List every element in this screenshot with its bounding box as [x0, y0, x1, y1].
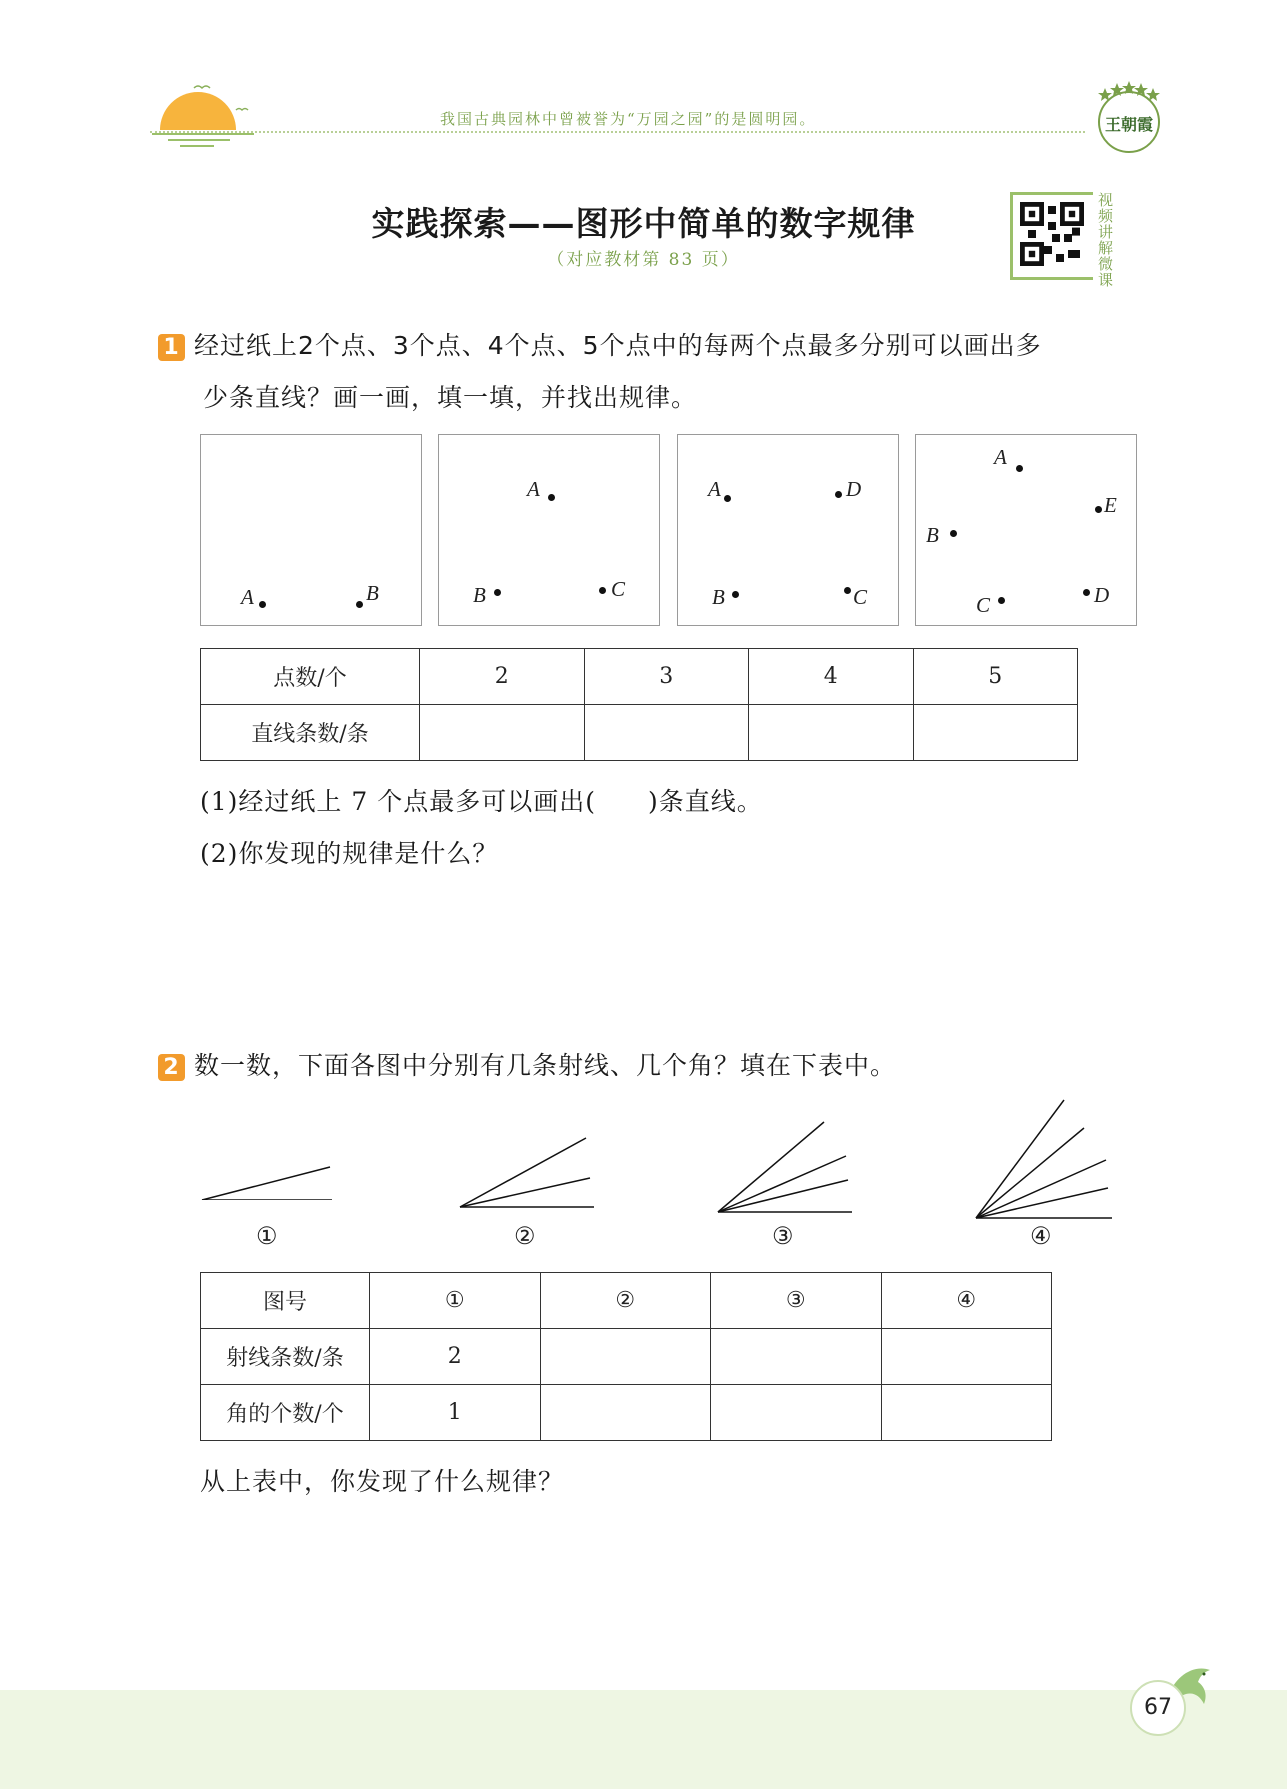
table-cell: ① — [370, 1273, 541, 1329]
table-cell: 2 — [370, 1329, 541, 1385]
table-cell: ④ — [881, 1273, 1052, 1329]
question-2-number: 2 — [158, 1054, 185, 1081]
question-2 — [158, 1040, 1168, 1092]
point-box-2[interactable] — [438, 434, 660, 626]
answer-cell[interactable] — [913, 705, 1078, 761]
point-d — [1083, 589, 1090, 596]
point-b — [950, 530, 957, 537]
table-cell: 2 — [420, 649, 585, 705]
point-box-4[interactable] — [915, 434, 1137, 626]
point-c — [599, 587, 606, 594]
answer-cell[interactable] — [711, 1329, 882, 1385]
table-cell: 5 — [913, 649, 1078, 705]
question-1 — [158, 320, 1168, 424]
page-title: 实践探索——图形中简单的数字规律 — [371, 204, 916, 243]
question-2-followup: 从上表中，你发现了什么规律？ — [200, 1467, 565, 1496]
table-header-cell: 图号 — [201, 1273, 370, 1329]
header-rule — [150, 131, 1085, 133]
point-d — [835, 491, 842, 498]
point-a — [259, 601, 266, 608]
point-label-b: B — [712, 585, 725, 609]
ray-figure-1 — [198, 1100, 338, 1200]
answer-cell[interactable] — [584, 705, 749, 761]
points-lines-table — [200, 648, 1078, 761]
question-1-text-1: 经过纸上2个点、3个点、4个点、5个点中的每两个点最多分别可以画出多 — [193, 331, 1042, 360]
ray-figure-2 — [456, 1130, 596, 1210]
brand-logo — [1090, 78, 1168, 156]
point-b — [732, 591, 739, 598]
table-cell: 1 — [370, 1385, 541, 1441]
point-b — [356, 601, 363, 608]
answer-cell[interactable] — [540, 1329, 711, 1385]
answer-cell[interactable] — [540, 1385, 711, 1441]
figure-label-4: ④ — [1030, 1222, 1052, 1250]
footer-band — [0, 1690, 1287, 1789]
point-label-b: B — [473, 583, 486, 607]
page-number: 67 — [1130, 1680, 1186, 1736]
page-subtitle: （对应教材第 83 页） — [547, 250, 740, 270]
table-header-cell: 直线条数/条 — [201, 705, 420, 761]
point-label-d: D — [1094, 583, 1110, 607]
point-label-a: A — [241, 585, 254, 609]
question-1-line1 — [158, 320, 1168, 372]
question-1-line2: 少条直线？画一画，填一填，并找出规律。 — [203, 383, 698, 412]
table-cell: 3 — [584, 649, 749, 705]
point-label-a: A — [708, 477, 721, 501]
table-cell: ③ — [711, 1273, 882, 1329]
table-header-cell: 射线条数/条 — [201, 1329, 370, 1385]
table-cell: 4 — [749, 649, 914, 705]
qr-side-label: 视频讲解微课 — [1098, 191, 1114, 289]
point-label-d: D — [846, 477, 862, 501]
sunset-icon — [150, 80, 260, 152]
answer-cell[interactable] — [420, 705, 585, 761]
question-1-sub-2: (2)你发现的规律是什么？ — [200, 839, 499, 868]
point-a — [548, 494, 555, 501]
header-tip: 我国古典园林中曾被誉为“万园之园”的是圆明园。 — [440, 110, 817, 128]
table-header-cell: 角的个数/个 — [201, 1385, 370, 1441]
answer-cell[interactable] — [711, 1385, 882, 1441]
point-label-a: A — [527, 477, 540, 501]
ray-figure-4 — [972, 1098, 1116, 1220]
point-label-e: E — [1104, 493, 1117, 517]
point-label-a: A — [994, 445, 1007, 469]
figure-label-2: ② — [514, 1222, 536, 1250]
figure-label-1: ① — [256, 1222, 278, 1250]
point-a — [1016, 465, 1023, 472]
question-2-text: 数一数，下面各图中分别有几条射线、几个角？填在下表中。 — [193, 1051, 896, 1080]
answer-cell[interactable] — [881, 1385, 1052, 1441]
point-label-c: C — [853, 585, 868, 609]
qr-code-icon[interactable] — [1020, 202, 1084, 266]
point-label-c: C — [976, 593, 991, 617]
rays-angles-table — [200, 1272, 1052, 1441]
point-label-c: C — [611, 577, 626, 601]
logo-text: 王朝霞 — [1104, 115, 1153, 134]
point-a — [724, 495, 731, 502]
point-e — [1095, 506, 1102, 513]
point-label-b: B — [366, 581, 379, 605]
point-c — [844, 587, 851, 594]
ray-figure-3 — [714, 1116, 854, 1216]
point-box-1[interactable] — [200, 434, 422, 626]
point-c — [998, 597, 1005, 604]
figure-label-3: ③ — [772, 1222, 794, 1250]
point-label-b: B — [926, 523, 939, 547]
answer-cell[interactable] — [749, 705, 914, 761]
answer-cell[interactable] — [881, 1329, 1052, 1385]
question-1-number: 1 — [158, 334, 185, 361]
point-box-3[interactable] — [677, 434, 899, 626]
table-header-cell: 点数/个 — [201, 649, 420, 705]
point-b — [494, 589, 501, 596]
table-cell: ② — [540, 1273, 711, 1329]
question-1-sub-1: (1)经过纸上 7 个点最多可以画出( )条直线。 — [200, 787, 763, 816]
